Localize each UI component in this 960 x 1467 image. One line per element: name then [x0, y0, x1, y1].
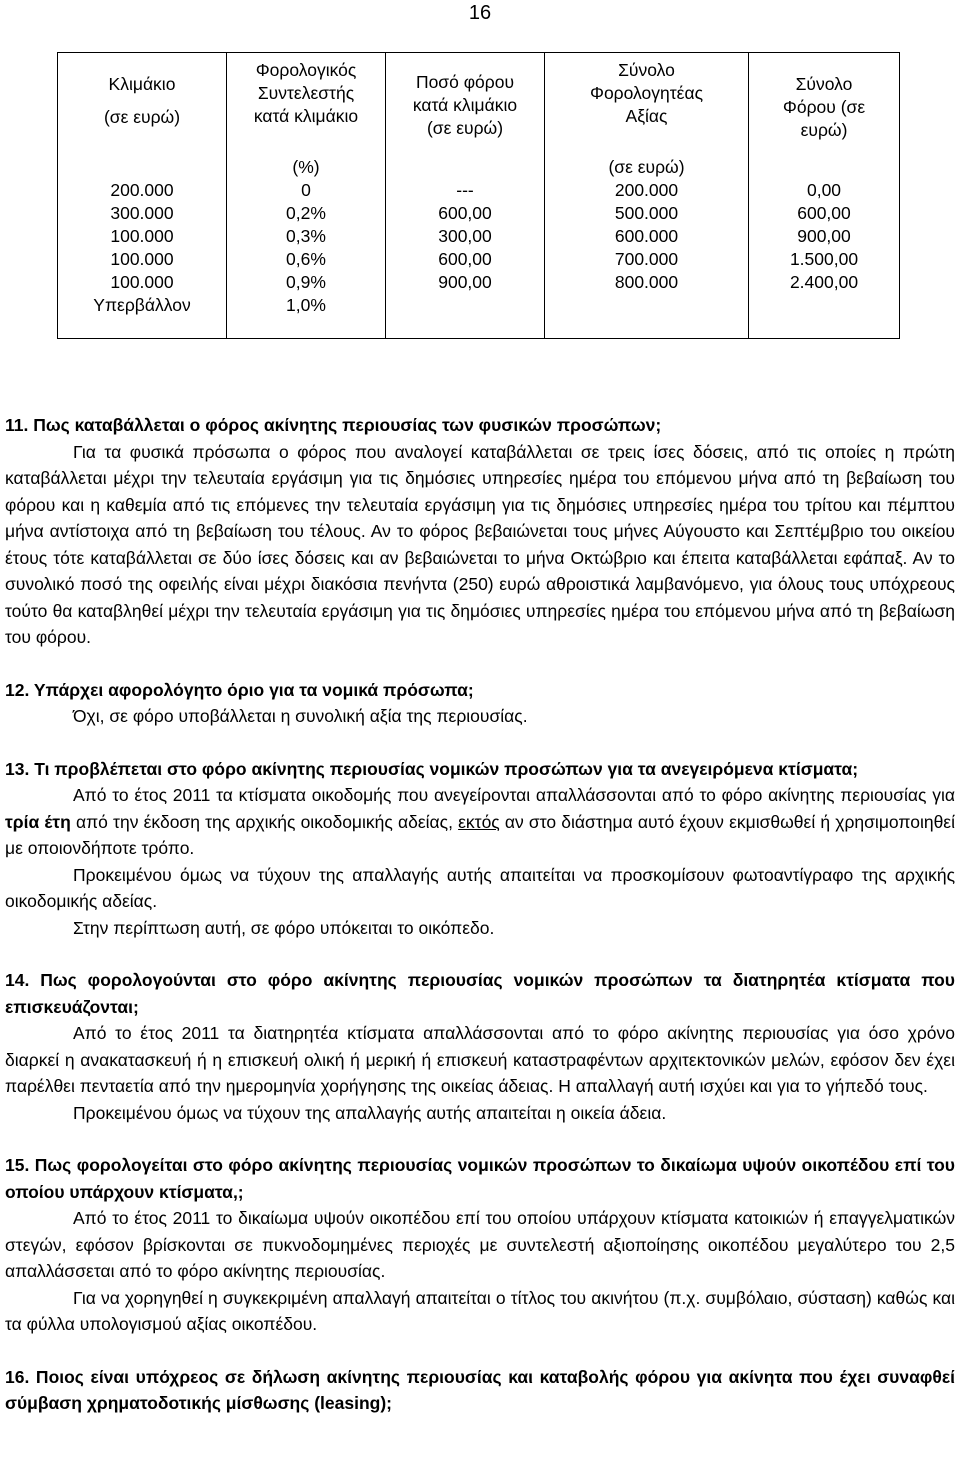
table-cell: 0 [227, 179, 386, 202]
table-row [58, 271, 900, 294]
header-line: κατά κλιμάκιο [412, 95, 518, 115]
section-14-title: 14. Πως φορολογούνται στο φόρο ακίνητης περιουσίας νομικών προσώπων τα διατηρητέα κτίσματα που επισκευάζονται; [5, 970, 955, 1017]
section-13-paragraph-1 [5, 782, 955, 862]
table-cell: 0,9% [227, 271, 386, 294]
bold-term: τρία έτη [5, 811, 71, 832]
table-cell [545, 294, 749, 339]
table-cell: 700.000 [545, 248, 749, 271]
header-line: Φορολογητέας [589, 83, 703, 103]
header-line: Σύνολο [795, 74, 853, 94]
table-cell: 1.500,00 [749, 248, 900, 271]
header-line: ευρώ) [800, 120, 848, 140]
tax-scale-table [57, 52, 900, 339]
section-13-paragraph-2: Προκειμένου όμως να τύχουν της απαλλαγής αυτής απαιτείται να προσκομίσουν φωτοαντίγραφο της αρχικής οικοδομικής αδείας. [5, 864, 955, 911]
table-cell: 800.000 [545, 271, 749, 294]
table-row [58, 202, 900, 225]
unit-cell [386, 142, 545, 179]
table-cell: 900,00 [386, 271, 545, 294]
table-row [58, 225, 900, 248]
section-15-paragraph-1: Από το έτος 2011 το δικαίωμα υψούν οικοπέδου επί του οποίου υπάρχουν κτίσματα κατοικιών ή επαγγελματικών στεγών, εφόσον βρίσκονται σε πυκνοδομημένες περιοχές με συντελεστή αξιοποίησης οικοπέδου μεγαλύτερο του 2,5 απαλλάσσεται από το φόρο ακίνητης περιουσίας. [5, 1208, 955, 1281]
table-cell: 600.000 [545, 225, 749, 248]
header-line: (σε ευρώ) [103, 107, 181, 127]
table-cell: 1,0% [227, 294, 386, 339]
table-cell: 300.000 [58, 202, 227, 225]
header-line: Ποσό φόρου [415, 72, 515, 92]
section-11-body: Για τα φυσικά πρόσωπα ο φόρος που αναλογεί καταβάλλεται σε τρεις ίσες δόσεις, από τις οποίες η πρώτη καταβάλλεται μέχρι την τελευταία εργάσιμη για τις δημόσιες υπηρεσίες ημέρα του επόμενου μήνα από τη βεβαίωση του φόρου και η καθεμία από τις επόμενες την τελευταία εργάσιμη για τις δημόσιες υπηρεσίες ημέρα του τρίτου και πέμπτου μήνα αντίστοιχα από τη βεβαίωση του τέλους. Αν το φόρος βεβαιώνεται τους μήνες Αύγουστο και Σεπτέμβριο του οικείου έτους τότε καταβάλλεται σε δύο ίσες δόσεις και αν βεβαιώνεται το μήνα Οκτώβριο και έπειτα καταβάλλεται εφάπαξ. Αν το συνολικό ποσό της οφειλής είναι μέχρι διακόσια πενήντα (250) ευρώ αθροιστικά λαμβανόμενο, για όλους τους υπόχρεους τούτο θα καταβληθεί μέχρι την τελευταία εργάσιμη για τις δημόσιες υπηρεσίες ημέρα του επόμενου μήνα από τη βεβαίωση του φόρου. [5, 441, 955, 647]
table-row [58, 248, 900, 271]
table-cell: 600,00 [749, 202, 900, 225]
table-cell: 200.000 [545, 179, 749, 202]
unit-cell [749, 142, 900, 179]
section-15-paragraph-2: Για να χορηγηθεί η συγκεκριμένη απαλλαγή απαιτείται ο τίτλος του ακινήτου (π.χ. συμβόλαιο, σύσταση) καθώς και τα φύλλα υπολογισμού αξίας οικοπέδου. [5, 1287, 955, 1334]
table-cell: 600,00 [386, 202, 545, 225]
document-body [5, 412, 955, 1417]
table-cell: 200.000 [58, 179, 227, 202]
table-cell [749, 294, 900, 339]
header-line: Συντελεστής [257, 83, 355, 103]
text-run: αν στο διάστημα αυτό έχουν εκμισθωθεί ή χρησιμοποιηθεί με οποιονδήποτε τρόπο. [5, 811, 955, 858]
table-cell: 300,00 [386, 225, 545, 248]
underlined-term: εκτός [458, 811, 500, 832]
header-cell-rate [227, 53, 386, 143]
table-cell: 900,00 [749, 225, 900, 248]
header-line: Σύνολο [618, 60, 675, 80]
header-cell-taxable-total [545, 53, 749, 143]
table-cell: 100.000 [58, 225, 227, 248]
header-cell-tax-total [749, 53, 900, 143]
section-14-paragraph-2: Προκειμένου όμως να τύχουν της απαλλαγής αυτής απαιτείται η οικεία άδεια. [73, 1102, 667, 1123]
header-line: κατά κλιμάκιο [253, 106, 359, 126]
table-row [58, 179, 900, 202]
table-cell: 500.000 [545, 202, 749, 225]
text-run: από την έκδοση της αρχικής οικοδομικής αδείας, [70, 811, 459, 832]
table-header-row [58, 53, 900, 143]
table-cell: 0,00 [749, 179, 900, 202]
page-number: 16 [468, 2, 492, 24]
section-15-title: 15. Πως φορολογείται στο φόρο ακίνητης περιουσίας νομικών προσώπων το δικαίωμα υψούν οικοπέδου επί του οποίου υπάρχουν κτίσματα,; [5, 1155, 955, 1202]
table-unit-row [58, 142, 900, 179]
spacer [5, 651, 955, 677]
section-14-paragraph-1: Από το έτος 2011 τα διατηρητέα κτίσματα απαλλάσσονται από το φόρο ακίνητης περιουσίας για όσο χρόνο διαρκεί η ανακατασκευή ή η επισκευή ολική ή μερική ή επισκευή καταστραφέντων αρχιτεκτονικών μελών, εφόσον δεν έχει παρέλθει πενταετία από την ημερομηνία χορήγησης της οικείας άδειας. Η απαλλαγή αυτή ισχύει και για το γήπεδό τους. [5, 1023, 955, 1096]
spacer [5, 730, 955, 756]
section-16-title: 16. Ποιος είναι υπόχρεος σε δήλωση ακίνητης περιουσίας και καταβολής φόρου για ακίνητα που έχει συναφθεί σύμβαση χρηματοδοτικής μίσθωσης (leasing); [5, 1366, 955, 1413]
header-line: (σε ευρώ) [426, 118, 504, 138]
section-13-paragraph-3: Στην περίπτωση αυτή, σε φόρο υπόκειται το οικόπεδο. [73, 917, 495, 938]
unit-cell: (σε ευρώ) [545, 142, 749, 179]
table-cell: 100.000 [58, 271, 227, 294]
header-line: Αξίας [625, 106, 668, 126]
header-cell-tax-amount [386, 53, 545, 143]
table-row [58, 294, 900, 339]
table-cell: --- [386, 179, 545, 202]
section-12-title: 12. Υπάρχει αφορολόγητο όριο για τα νομικά πρόσωπα; [5, 679, 474, 700]
table-cell: 0,2% [227, 202, 386, 225]
spacer [5, 1126, 955, 1152]
table-cell: 0,6% [227, 248, 386, 271]
table-cell [386, 294, 545, 339]
header-line: Φόρου (σε [782, 97, 866, 117]
spacer [5, 941, 955, 967]
table-cell: Υπερβάλλον [58, 294, 227, 339]
section-12-body: Όχι, σε φόρο υποβάλλεται η συνολική αξία της περιουσίας. [73, 706, 528, 726]
section-13-title: 13. Τι προβλέπεται στο φόρο ακίνητης περιουσίας νομικών προσώπων για τα ανεγειρόμενα κτίσματα; [5, 758, 859, 779]
table-cell: 600,00 [386, 248, 545, 271]
header-line: Κλιμάκιο [108, 74, 176, 94]
table-cell: 2.400,00 [749, 271, 900, 294]
unit-cell [58, 142, 227, 179]
table-cell: 100.000 [58, 248, 227, 271]
header-cell-bracket [58, 53, 227, 143]
unit-cell: (%) [227, 142, 386, 179]
table-cell: 0,3% [227, 225, 386, 248]
text-run: Από το έτος 2011 τα κτίσματα οικοδομής που ανεγείρονται απαλλάσσονται από το φόρο ακίνητης περιουσίας για [73, 785, 955, 805]
section-11-title: 11. Πως καταβάλλεται ο φόρος ακίνητης περιουσίας των φυσικών προσώπων; [5, 415, 662, 435]
header-spacer [62, 96, 222, 106]
spacer [5, 1338, 955, 1364]
header-line: Φορολογικός [255, 60, 357, 80]
